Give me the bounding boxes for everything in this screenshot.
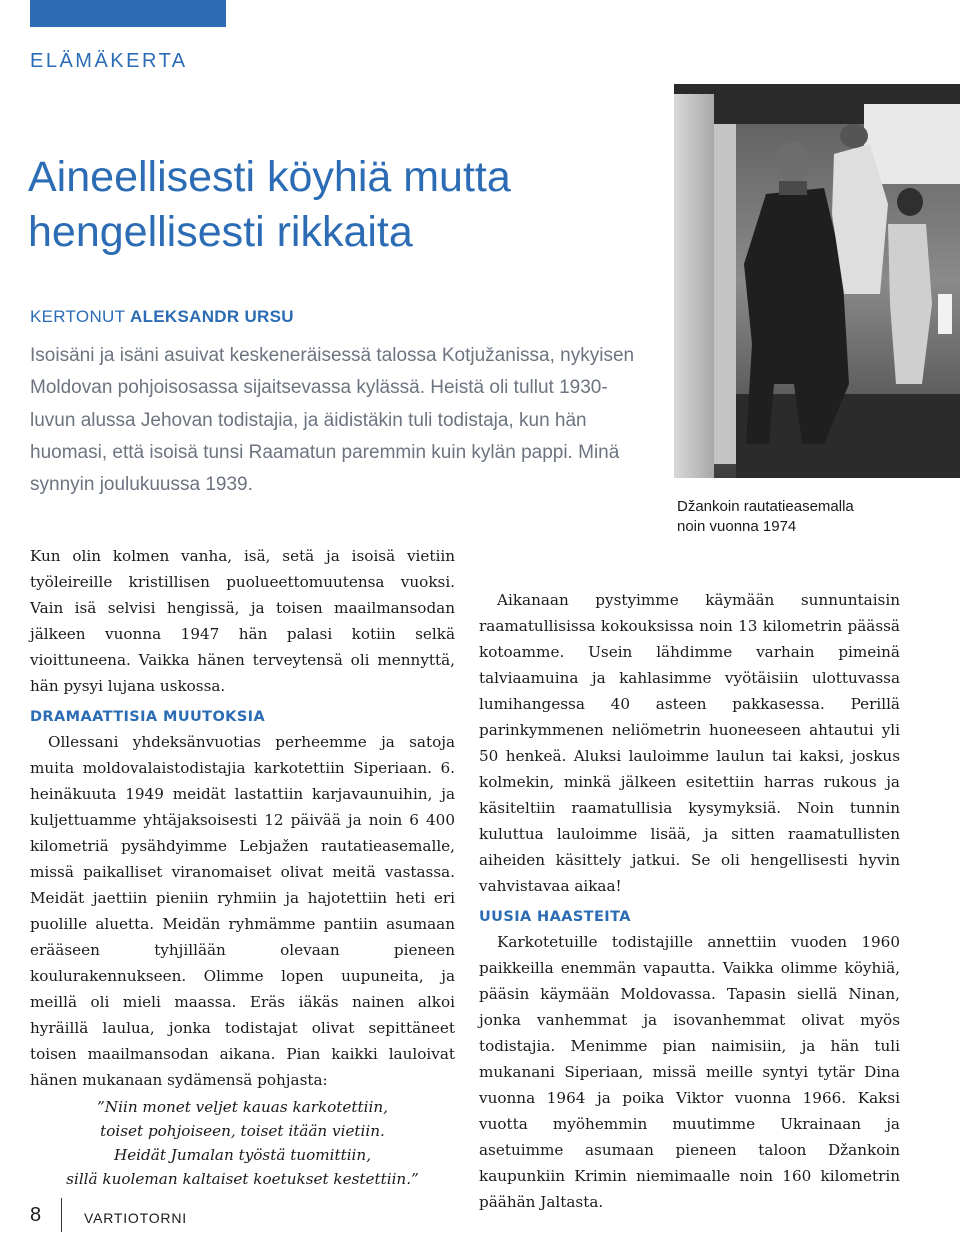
byline-prefix: KERTONUT: [30, 307, 125, 326]
article-title-line-2: hengellisesti rikkaita: [28, 208, 413, 256]
right-column: [479, 587, 900, 1215]
photo-caption: [677, 497, 947, 537]
article-title-line-1: Aineellisesti köyhiä mutta: [28, 153, 511, 201]
article-title: [28, 150, 668, 260]
magazine-name: VARTIOTORNI: [84, 1210, 187, 1226]
body-paragraph: Aikanaan pystyimme käymään sunnuntaisin raamatullisissa kokouksissa noin 13 kilometrin päässä kotoamme. Usein lähdimme varhain pimeinä talviaamuina ja kahlasimme vyötäisiin ulottuvassa lumihangessa 40 asteen pakkasessa. Perillä parinkymmenen neliömetrin huoneeseen ahtautui yli 50 henkeä. Aluksi lauloimme laulun tai kaksi, joskus kolmekin, minkä jälkeen esitettiin harras rukous ja käsiteltiin raamatullisia kysymyksiä. Noin tunnin kuluttua lauloimme lisää, ja sitten raamatullisten aiheiden käsittely jatkui. Se oli hengellisesti hyvin vahvistavaa aikaa!: [479, 591, 900, 895]
poem-line: Heidät Jumalan työstä tuomittiin,: [113, 1146, 372, 1164]
byline: [30, 307, 294, 327]
header-color-bar: [30, 0, 226, 27]
page-number: 8: [30, 1204, 42, 1226]
poem-line: ”Niin monet veljet kauas karkotettiin,: [97, 1098, 388, 1116]
poem-line: sillä kuoleman kaltaiset koetukset kestettiin.”: [66, 1170, 419, 1188]
body-paragraph: Karkotetuille todistajille annettiin vuoden 1960 paikkeilla enemmän vapautta. Vaikka olimme köyhiä, pääsin käymään Moldovassa. Tapasin siellä Ninan, jonka vanhemmat ja isovanhemmat olivat myös todistajia. Menimme pian naimisiin, ja hän tuli mukanani Siperiaan, missä meille syntyi tytär Dina vuonna 1964 ja poika Viktor vuonna 1966. Kaksi vuotta myöhemmin muutimme Ukrainaan ja asetuimme asumaan pieneen taloon Džankoin kaupunkiin Krimin niemimaalle noin 160 kilometrin päähän Jaltasta.: [479, 933, 900, 1211]
photo-caption-line-1: Džankoin rautatieasemalla: [677, 498, 854, 515]
footer-divider: [61, 1198, 62, 1232]
lead-paragraph: Isoisäni ja isäni asuivat keskeneräisessä talossa Kotjužanissa, nykyisen Moldovan pohjoisosassa sijaitsevassa kylässä. Heistä oli tullut 1930-luvun alussa Jehovan todistajia, ja äidistäkin tuli todistaja, kun hän huomasi, että isoisä tunsi Raamatun paremmin kuin kylän pappi. Minä synnyin joulukuussa 1939.: [30, 345, 635, 496]
byline-author: ALEKSANDR URSU: [130, 307, 294, 326]
subheading-new-challenges: UUSIA HAASTEITA: [479, 909, 631, 925]
left-column: [30, 543, 455, 1191]
body-paragraph: Ollessani yhdeksänvuotias perheemme ja satoja muita moldovalaistodistajia karkotettiin Siperiaan. 6. heinäkuuta 1949 meidät lastattiin karjavaunuihin, ja kuljettuamme yhtäjaksoisesti 12 päivää ja noin 6 400 kilometriä pysähdyimme Lebjažen rautatieasemalle, missä paikalliset viranomaiset olivat meitä vastassa. Meidät jaettiin pieniin ryhmiin ja hajotettiin heti eri puolille aluetta. Meidän ryhmämme pantiin asumaan erääseen tyhjillään olevaan pieneen koulurakennukseen. Olimme lopen uupuneita, ja meillä oli mieli maassa. Eräs iäkäs nainen alkoi hyräillä laulua, jonka todistajat olivat sepittäneet toisen maailmansodan aikana. Pian kaikki lauloivat hänen mukanaan sydämensä pohjasta:: [30, 733, 455, 1089]
photo-railway-station: [674, 84, 960, 478]
poem-line: toiset pohjoiseen, toiset itään vietiin.: [100, 1122, 385, 1140]
subheading-dramatic-changes: DRAMAATTISIA MUUTOKSIA: [30, 709, 266, 725]
photo-caption-line-2: noin vuonna 1974: [677, 518, 797, 535]
poem: [30, 1095, 455, 1191]
section-label: ELÄMÄKERTA: [30, 50, 188, 72]
body-paragraph: Kun olin kolmen vanha, isä, setä ja isoisä vietiin työleireille kristillisen puolueettomuutensa vuoksi. Vain isä selvisi hengissä, ja toisen maailmansodan jälkeen vuonna 1947 hän palasi kotiin selkä vioittuneena. Vaikka hänen terveytensä oli mennyttä, hän pysyi lujana uskossa.: [30, 547, 455, 695]
